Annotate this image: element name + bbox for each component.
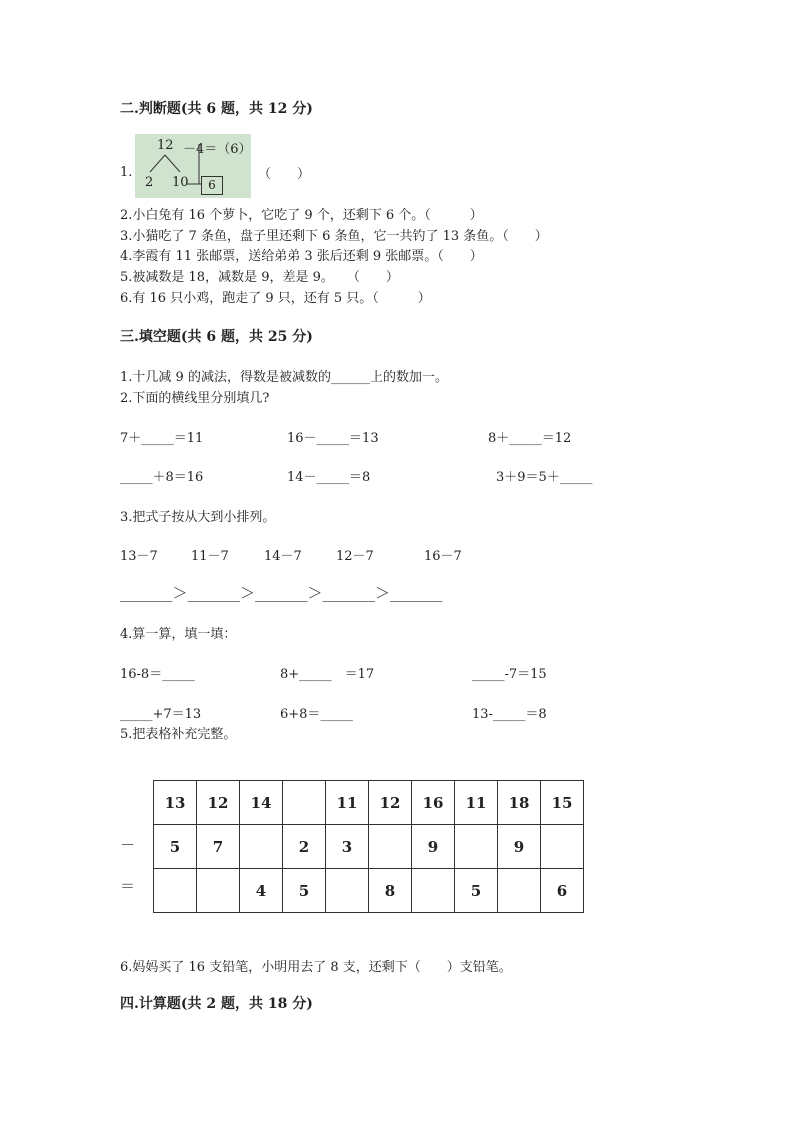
q2-blank-1: 7＋_____＝11 bbox=[120, 431, 204, 446]
section-3-heading: 三.填空题(共 6 题，共 25 分) bbox=[120, 329, 313, 345]
q2-blank-2: 16－_____＝13 bbox=[287, 431, 379, 446]
table-cell[interactable]: 6 bbox=[541, 869, 584, 913]
fill-question-5: 5.把表格补充完整。 bbox=[120, 727, 237, 742]
subtraction-table bbox=[153, 780, 584, 913]
section-4-heading: 四.计算题(共 2 题，共 18 分) bbox=[120, 996, 313, 1012]
q3-expression-3: 14－7 bbox=[264, 549, 302, 564]
q3-expression-5: 16－7 bbox=[424, 549, 462, 564]
figure-result-box: 6 bbox=[201, 176, 223, 195]
q3-expression-4: 12－7 bbox=[336, 549, 374, 564]
subtraction-split-figure bbox=[135, 134, 251, 198]
fill-question-1: 1.十几减 9 的减法，得数是被减数的______上的数加一。 bbox=[120, 370, 448, 385]
fill-question-4: 4.算一算，填一填： bbox=[120, 627, 237, 642]
table-cell[interactable]: 5 bbox=[455, 869, 498, 913]
table-cell[interactable]: 18 bbox=[498, 781, 541, 825]
judgment-item-2: 2.小白兔有 16 个萝卜，它吃了 9 个，还剩下 6 个。（ ） bbox=[120, 208, 483, 223]
q3-expression-2: 11－7 bbox=[191, 549, 229, 564]
table-cell[interactable]: 12 bbox=[197, 781, 240, 825]
table-cell[interactable]: 5 bbox=[154, 825, 197, 869]
table-cell[interactable]: 11 bbox=[455, 781, 498, 825]
table-cell[interactable]: 2 bbox=[283, 825, 326, 869]
table-row-difference bbox=[154, 869, 584, 913]
table-cell[interactable]: 8 bbox=[369, 869, 412, 913]
table-cell[interactable]: 13 bbox=[154, 781, 197, 825]
table-cell[interactable] bbox=[283, 781, 326, 825]
table-row-subtrahend bbox=[154, 825, 584, 869]
judgment-item-1-answer-paren: （ ） bbox=[258, 167, 311, 182]
q3-ordering-chain: _______＞_______＞_______＞_______＞_______ bbox=[120, 584, 443, 602]
q4-blank-1: 16-8＝_____ bbox=[120, 667, 195, 682]
table-cell[interactable]: 9 bbox=[498, 825, 541, 869]
table-row-minuend bbox=[154, 781, 584, 825]
q4-blank-6: 13-_____＝8 bbox=[472, 707, 547, 722]
section-2-heading: 二.判断题(共 6 题，共 12 分) bbox=[120, 101, 313, 117]
table-cell[interactable]: 11 bbox=[326, 781, 369, 825]
judgment-item-4: 4.李霞有 11 张邮票，送给弟弟 3 张后还剩 9 张邮票。（ ） bbox=[120, 249, 483, 264]
table-cell[interactable] bbox=[197, 869, 240, 913]
table-cell[interactable] bbox=[326, 869, 369, 913]
table-cell[interactable]: 15 bbox=[541, 781, 584, 825]
q4-blank-5: 6+8＝_____ bbox=[280, 707, 353, 722]
table-cell[interactable] bbox=[240, 825, 283, 869]
table-cell[interactable]: 5 bbox=[283, 869, 326, 913]
fill-question-6: 6.妈妈买了 16 支铅笔，小明用去了 8 支，还剩下（ ）支铅笔。 bbox=[120, 960, 512, 975]
table-cell[interactable]: 14 bbox=[240, 781, 283, 825]
table-row-label-minus: － bbox=[120, 836, 136, 854]
q3-expression-1: 13－7 bbox=[120, 549, 158, 564]
table-cell[interactable]: 4 bbox=[240, 869, 283, 913]
table-cell[interactable]: 16 bbox=[412, 781, 455, 825]
figure-split-left: 2 bbox=[145, 175, 154, 190]
q4-blank-4: _____+7＝13 bbox=[120, 707, 202, 722]
subtraction-table-area bbox=[120, 780, 584, 913]
q4-blank-2: 8+_____ ＝17 bbox=[280, 667, 375, 682]
table-cell[interactable] bbox=[455, 825, 498, 869]
table-row-label-equals: ＝ bbox=[120, 877, 136, 895]
q2-blank-3: 8＋_____＝12 bbox=[488, 431, 572, 446]
figure-split-right: 10 bbox=[172, 175, 189, 190]
judgment-item-6: 6.有 16 只小鸡，跑走了 9 只，还有 5 只。（ ） bbox=[120, 291, 431, 306]
q4-blank-3: _____-7＝15 bbox=[472, 667, 547, 682]
fill-question-2: 2.下面的横线里分别填几? bbox=[120, 391, 270, 406]
table-cell[interactable]: 9 bbox=[412, 825, 455, 869]
figure-operation: －4＝（6） bbox=[183, 142, 252, 157]
fill-question-3: 3.把式子按从大到小排列。 bbox=[120, 510, 276, 525]
table-cell[interactable] bbox=[412, 869, 455, 913]
table-cell[interactable]: 3 bbox=[326, 825, 369, 869]
table-cell[interactable] bbox=[154, 869, 197, 913]
table-cell[interactable]: 12 bbox=[369, 781, 412, 825]
figure-minuend: 12 bbox=[157, 138, 174, 153]
table-cell[interactable] bbox=[498, 869, 541, 913]
table-cell[interactable] bbox=[541, 825, 584, 869]
judgment-item-5: 5.被减数是 18，减数是 9，差是 9。 （ ） bbox=[120, 270, 399, 285]
q2-blank-5: 14－_____＝8 bbox=[287, 470, 371, 485]
judgment-item-1-number: 1. bbox=[120, 165, 133, 180]
table-cell[interactable] bbox=[369, 825, 412, 869]
table-cell[interactable]: 7 bbox=[197, 825, 240, 869]
q2-blank-6: 3＋9＝5＋_____ bbox=[496, 470, 593, 485]
judgment-item-3: 3.小猫吃了 7 条鱼，盘子里还剩下 6 条鱼，它一共钓了 13 条鱼。（ ） bbox=[120, 229, 548, 244]
q2-blank-4: _____＋8＝16 bbox=[120, 470, 204, 485]
